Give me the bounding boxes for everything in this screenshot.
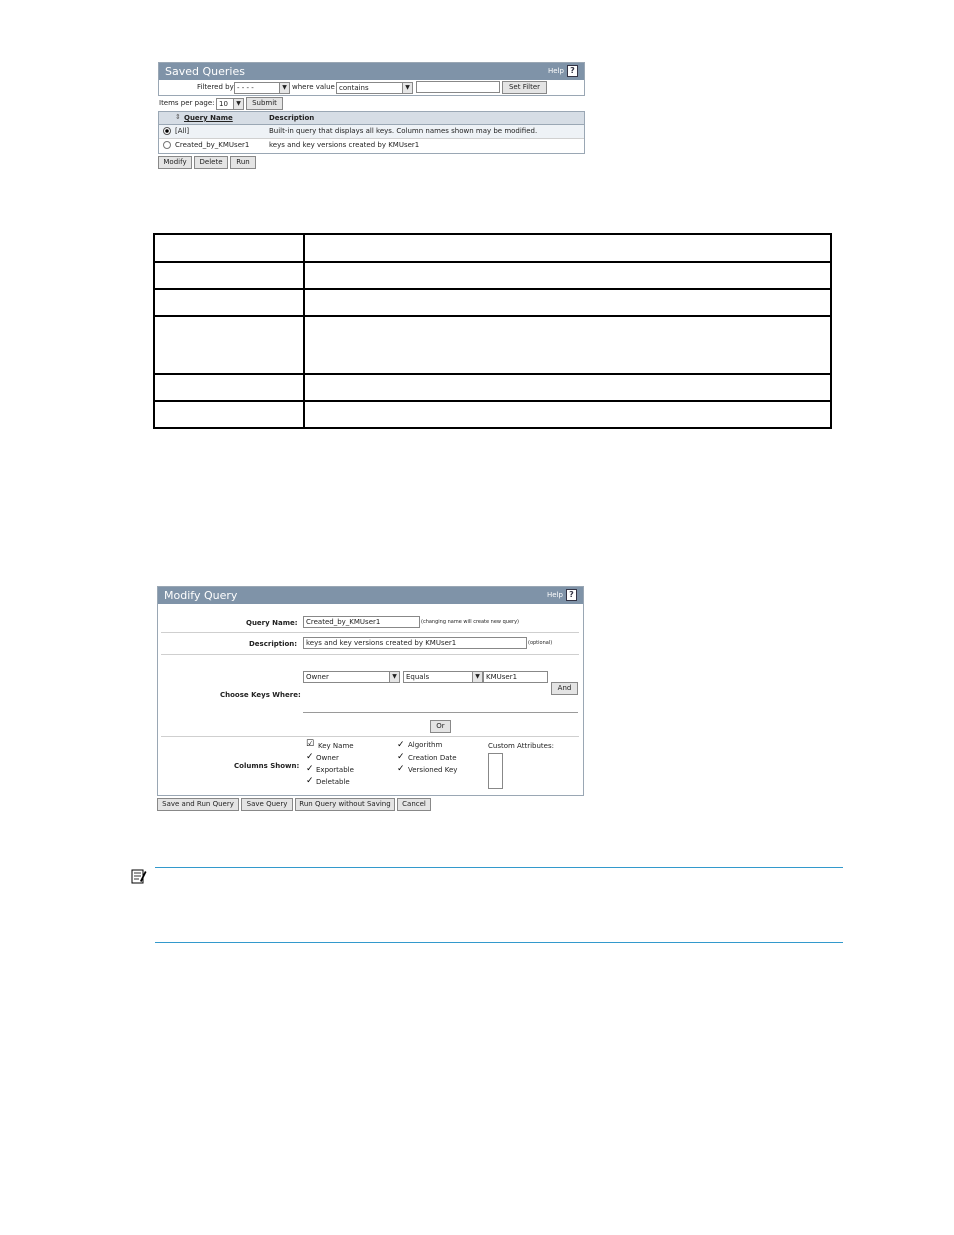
checkbox-deletable-label: Deletable [316,778,350,786]
empty-table [153,233,832,429]
divider [161,654,579,655]
description-label: Description: [249,640,298,648]
condition-value-input[interactable]: KMUser1 [483,671,548,683]
save-and-run-button[interactable]: Save and Run Query [157,798,239,811]
sort-icon[interactable]: ⇕ [175,113,181,121]
operator-select[interactable] [336,82,413,94]
checkbox-owner[interactable]: ✓ [306,752,314,762]
description-input[interactable]: keys and key versions created by KMUser1 [303,637,527,649]
table-cell [304,289,831,316]
saved-queries-help[interactable] [548,63,578,80]
query-name: Created_by_KMUser1 [175,141,250,149]
table-cell [154,289,304,316]
choose-keys-label: Choose Keys Where: [220,691,301,699]
table-row [154,234,831,262]
save-query-button[interactable]: Save Query [241,798,293,811]
query-description: Built-in query that displays all keys. Column names shown may be modified. [269,127,538,135]
modify-query-header [158,587,583,604]
columns-shown-label: Columns Shown: [234,762,300,770]
table-cell [304,374,831,401]
table-cell [154,401,304,428]
modify-query-panel [157,586,584,796]
modify-button[interactable]: Modify [158,156,192,169]
checkbox-versioned-key[interactable]: ✓ [397,764,405,774]
chevron-down-icon[interactable]: ▼ [279,83,289,93]
radio-selected-icon[interactable] [163,127,171,135]
checkbox-key-name[interactable]: ☑ [306,739,315,749]
table-cell [304,234,831,262]
checkbox-versioned-key-label: Versioned Key [408,766,458,774]
checkbox-deletable[interactable]: ✓ [306,776,314,786]
filter-text-input[interactable] [416,81,500,93]
divider [161,632,579,633]
divider [161,736,579,737]
table-row[interactable] [159,139,584,152]
column-description: Description [269,114,315,122]
run-without-saving-button[interactable]: Run Query without Saving [295,798,395,811]
operator-value: contains [339,84,369,92]
checkbox-owner-label: Owner [316,754,339,762]
custom-attributes-label: Custom Attributes: [488,742,554,750]
where-value-label: where value [292,83,335,91]
custom-attributes-list[interactable] [488,753,503,789]
chevron-down-icon[interactable]: ▼ [233,99,243,109]
description-note: (optional) [528,640,553,646]
condition-select-value: Equals [406,673,430,681]
items-per-page-label: Items per page: [159,99,215,107]
condition-select[interactable] [403,671,483,683]
table-cell [154,262,304,289]
saved-queries-table [158,111,585,154]
filtered-by-label: Filtered by [197,83,234,91]
saved-queries-panel [158,62,585,96]
table-cell [304,316,831,374]
filter-field-select[interactable] [234,82,290,94]
query-name-label: Query Name: [246,619,298,627]
chevron-down-icon[interactable]: ▼ [389,672,399,682]
table-cell [304,262,831,289]
field-select-value: Owner [306,673,329,681]
chevron-down-icon[interactable]: ▼ [402,83,412,93]
table-cell [304,401,831,428]
table-cell [154,374,304,401]
checkbox-creation-date-label: Creation Date [408,754,457,762]
table-row [154,289,831,316]
query-name-input[interactable]: Created_by_KMUser1 [303,616,420,628]
checkbox-exportable[interactable]: ✓ [306,764,314,774]
table-row [154,316,831,374]
checkbox-algorithm[interactable]: ✓ [397,740,405,750]
delete-button[interactable]: Delete [194,156,228,169]
or-button[interactable]: Or [430,720,451,733]
note-bottom-rule [155,942,843,943]
saved-queries-title: Saved Queries [165,65,245,78]
column-query-name[interactable]: Query Name [184,114,233,122]
radio-unselected-icon[interactable] [163,141,171,149]
note-icon-svg [131,868,147,884]
help-icon[interactable]: ? [566,589,577,601]
table-cell [154,316,304,374]
table-row [154,374,831,401]
and-button[interactable]: And [551,682,578,695]
checkbox-key-name-label: Key Name [318,742,354,750]
help-label: Help [548,67,564,75]
note-top-rule [155,867,843,868]
table-row[interactable] [159,125,584,139]
saved-queries-header [159,63,584,80]
help-label: Help [547,591,563,599]
query-name: [All] [175,127,190,135]
query-name-note: (changing name will create new query) [421,619,519,625]
table-header [159,112,584,125]
query-description: keys and key versions created by KMUser1 [269,141,420,149]
table-row [154,262,831,289]
items-per-page-select[interactable] [216,98,244,110]
items-per-page-value: 10 [219,100,228,108]
divider [303,712,578,713]
filter-field-value: - - - - [237,84,254,92]
checkbox-creation-date[interactable]: ✓ [397,752,405,762]
checkbox-algorithm-label: Algorithm [408,741,443,749]
checkbox-exportable-label: Exportable [316,766,354,774]
help-icon[interactable]: ? [567,65,578,77]
modify-query-title: Modify Query [164,589,238,602]
chevron-down-icon[interactable]: ▼ [472,672,482,682]
note-icon [131,868,147,884]
table-row [154,401,831,428]
field-select[interactable] [303,671,400,683]
cancel-button[interactable]: Cancel [397,798,431,811]
table-cell [154,234,304,262]
submit-button[interactable]: Submit [246,97,283,110]
set-filter-button[interactable]: Set Filter [502,81,547,94]
modify-query-help[interactable] [547,587,577,604]
run-button[interactable]: Run [230,156,256,169]
